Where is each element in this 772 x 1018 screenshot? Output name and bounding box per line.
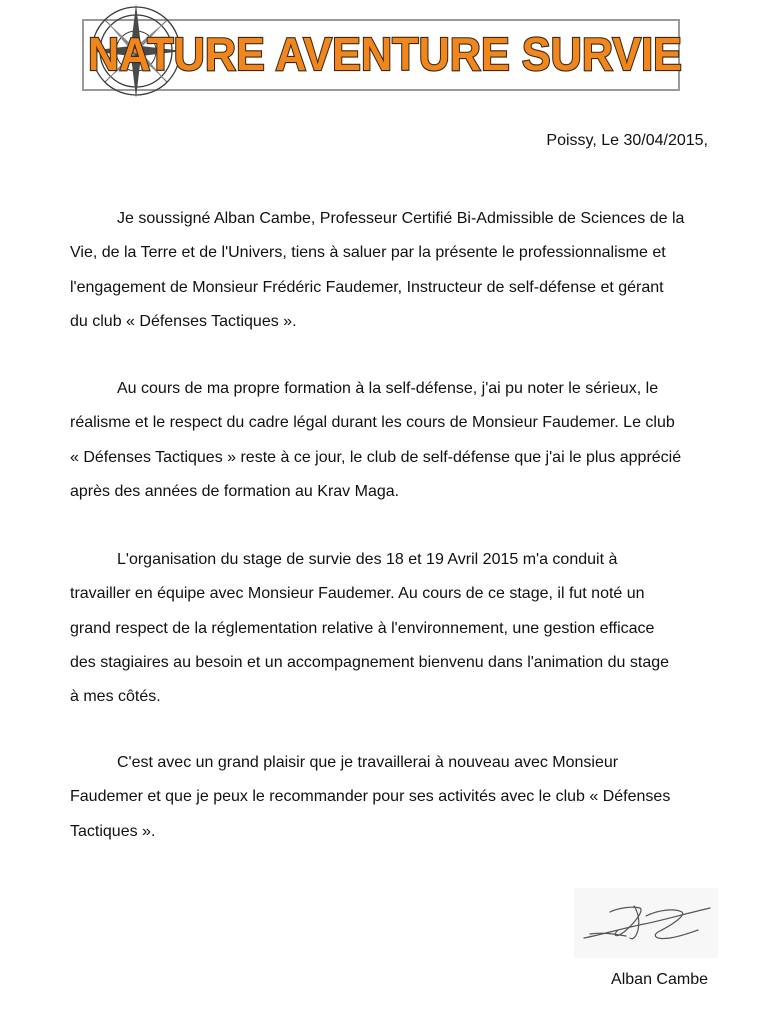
letter-line: C'est avec un grand plaisir que je travaillerai à nouveau avec Monsieur [117, 754, 619, 771]
letter-paragraph-1 [70, 202, 710, 339]
letter-line: Tactiques ». [70, 822, 156, 840]
header-logo [60, 0, 700, 102]
letter-line: L'organisation du stage de survie des 18 et 19 Avril 2015 m'a conduit à [117, 551, 618, 568]
logo-title-text: NATURE AVENTURE SURVIE [88, 28, 682, 80]
letter-line: grand respect de la réglementation relative à l'environnement, une gestion efficace [70, 619, 655, 637]
handwritten-signature-icon [574, 888, 718, 958]
letter-paragraph-4 [70, 746, 710, 849]
letter-line: Au cours de ma propre formation à la self-défense, j'ai pu noter le sérieux, le [117, 380, 659, 397]
logo-title [82, 22, 688, 86]
letter-line: Vie, de la Terre et de l'Univers, tiens à saluer par la présente le professionnalisme et [70, 244, 666, 262]
letter-line: à mes côtés. [70, 688, 161, 706]
letter-paragraph-3 [70, 543, 710, 714]
letter-line: du club « Défenses Tactiques ». [70, 312, 297, 330]
letter-line: l'engagement de Monsieur Frédéric Faudemer, Instructeur de self-défense et gérant [70, 278, 664, 296]
date-line: Poissy, Le 30/04/2015, [546, 132, 708, 149]
letter-line: des stagiaires au besoin et un accompagnement bienvenu dans l'animation du stage [70, 653, 670, 671]
letter-line: Je soussigné Alban Cambe, Professeur Certifié Bi-Admissible de Sciences de la [117, 210, 685, 227]
letter-line: réalisme et le respect du cadre légal durant les cours de Monsieur Faudemer. Le club [70, 414, 675, 432]
letter-line: après des années de formation au Krav Maga. [70, 482, 400, 500]
signer-name: Alban Cambe [611, 971, 708, 988]
letter-line: Faudemer et que je peux le recommander pour ses activités avec le club « Défenses [70, 788, 671, 806]
letter-paragraph-2 [70, 372, 710, 509]
letter-line: « Défenses Tactiques » reste à ce jour, le club de self-défense que j'ai le plus apprécié [70, 448, 682, 466]
letter-line: travailler en équipe avec Monsieur Faudemer. Au cours de ce stage, il fut noté un [70, 585, 645, 603]
